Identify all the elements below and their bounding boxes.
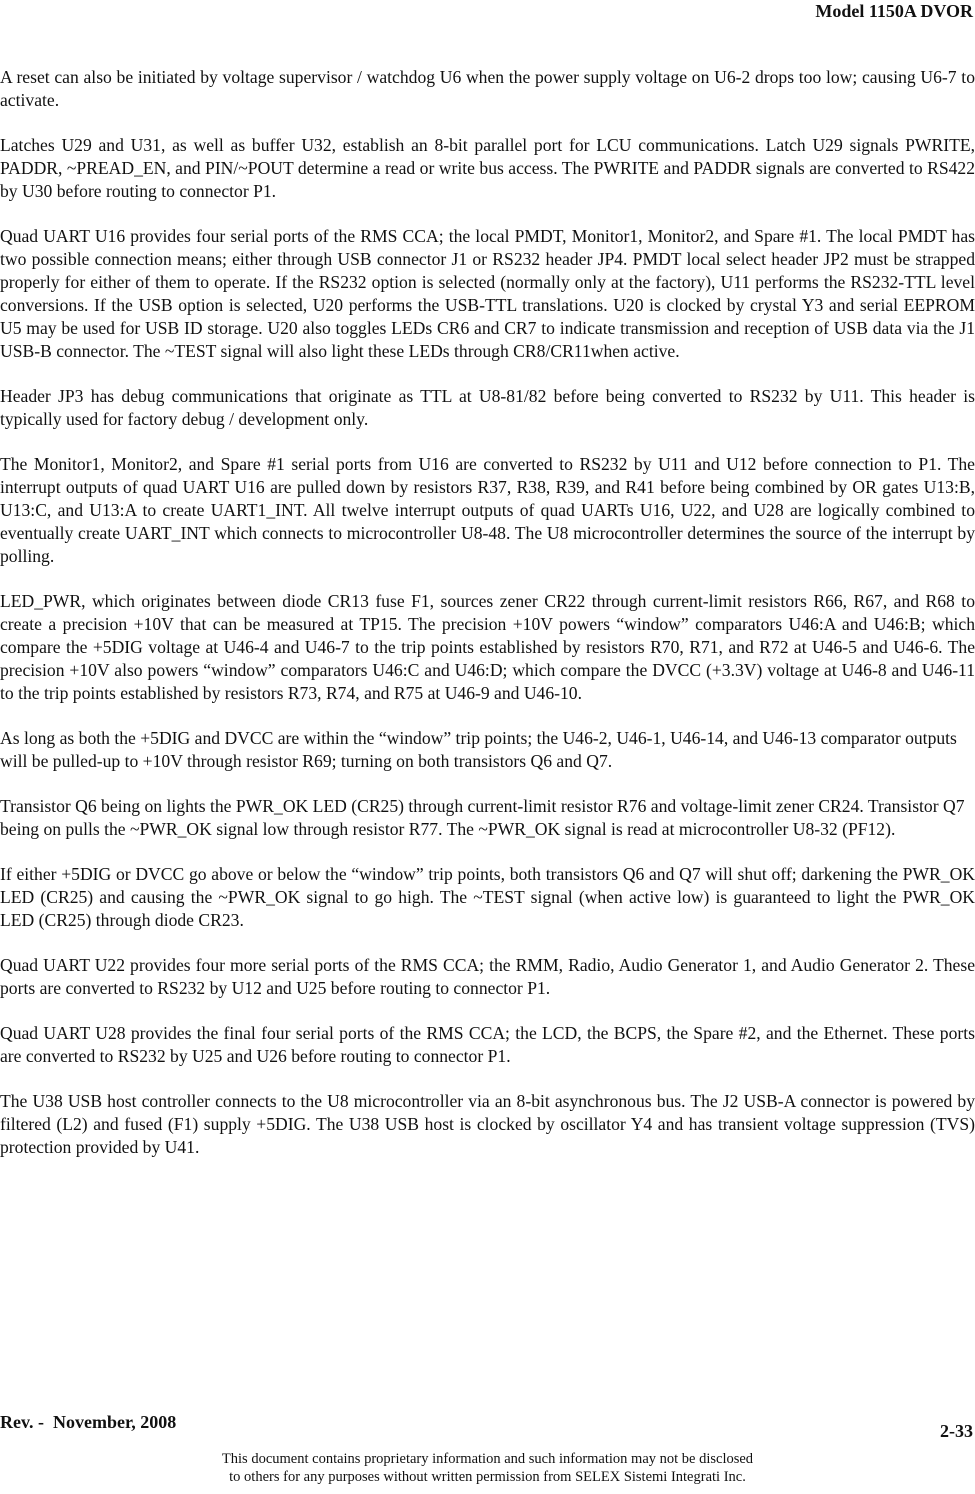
paragraph-quad-uart-u22: Quad UART U22 provides four more serial ports of the RMS CCA; the RMM, Radio, Audio Generator 1, and Audio Generator 2. These ports are converted to RS232 by U12 and U25 before routing to connector P1. bbox=[0, 955, 975, 998]
body-text bbox=[0, 66, 975, 1181]
paragraph-monitor-ports: The Monitor1, Monitor2, and Spare #1 serial ports from U16 are converted to RS232 by U11 and U12 before connection to P1. The interrupt outputs of quad UART U16 are pulled down by resistors R37, R38, R39, and R41 before being combined by OR gates U13:B, U13:C, and U13:A to create UART1_INT. All twelve interrupt outputs of quad UARTs U16, U22, and U28 are logically combined to eventually create UART_INT which connects to microcontroller U8-48. The U8 microcontroller determines the source of the interrupt by polling. bbox=[0, 454, 975, 566]
footer-revision: Rev. - November, 2008 bbox=[0, 1412, 177, 1432]
page-number: 2-33 bbox=[940, 1421, 973, 1441]
paragraph-led-pwr: LED_PWR, which originates between diode CR13 fuse F1, sources zener CR22 through current-limit resistors R66, R67, and R68 to create a precision +10V that can be measured at TP15. The precision +10V powers “window” comparators U46:A and U46:B; which compare the +5DIG voltage at U46-4 and U46-7 to the trip points established by resistors R70, R71, and R72 at U46-5 and U46-6. The precision +10V also powers “window” comparators U46:C and U46:D; which compare the DVCC (+3.3V) voltage at U46-8 and U46-11 to the trip points established by resistors R73, R74, and R75 at U46-9 and U46-10. bbox=[0, 591, 975, 703]
document-header-title: Model 1150A DVOR bbox=[815, 1, 973, 21]
paragraph-reset: A reset can also be initiated by voltage supervisor / watchdog U6 when the power supply voltage on U6-2 drops too low; causing U6-7 to activate. bbox=[0, 67, 975, 110]
paragraph-usb-host: The U38 USB host controller connects to the U8 microcontroller via an 8-bit asynchronous bus. The J2 USB-A connector is powered by filtered (L2) and fused (F1) supply +5DIG. The U38 USB host is clocked by oscillator Y4 and has transient voltage suppression (TVS) protection provided by U41. bbox=[0, 1091, 975, 1157]
paragraph-quad-uart-u28: Quad UART U28 provides the final four serial ports of the RMS CCA; the LCD, the BCPS, the Spare #2, and the Ethernet. These ports are converted to RS232 by U25 and U26 before routing to connector P1. bbox=[0, 1023, 975, 1066]
paragraph-shut-off: If either +5DIG or DVCC go above or below the “window” trip points, both transistors Q6 and Q7 will shut off; darkening the PWR_OK LED (CR25) and causing the ~PWR_OK signal to go high. The ~TEST signal (when active low) is guaranteed to light the PWR_OK LED (CR25) through diode CR23. bbox=[0, 864, 975, 930]
proprietary-notice bbox=[0, 1450, 975, 1486]
paragraph-window-trip-points: As long as both the +5DIG and DVCC are within the “window” trip points; the U46-2, U46-1, U46-14, and U46-13 comparator outputs will be pulled-up to +10V through resistor R69; turning on both transistors Q6 and Q7. bbox=[0, 728, 957, 771]
paragraph-latches: Latches U29 and U31, as well as buffer U32, establish an 8-bit parallel port for LCU communications. Latch U29 signals PWRITE, PADDR, ~PREAD_EN, and PIN/~POUT determine a read or write bus access. The PWRITE and PADDR signals are converted to RS422 by U30 before routing to connector P1. bbox=[0, 135, 975, 201]
paragraph-transistor-q6: Transistor Q6 being on lights the PWR_OK LED (CR25) through current-limit resistor R76 and voltage-limit zener CR24. Transistor Q7 being on pulls the ~PWR_OK signal low through resistor R77. The ~PWR_OK signal is read at microcontroller U8-32 (PF12). bbox=[0, 796, 965, 839]
notice-line-1: This document contains proprietary information and such information may not be disclosed bbox=[221, 1451, 754, 1467]
notice-line-2: to others for any purposes without written permission from SELEX Sistemi Integrati Inc. bbox=[229, 1469, 746, 1485]
paragraph-quad-uart-u16: Quad UART U16 provides four serial ports of the RMS CCA; the local PMDT, Monitor1, Monitor2, and Spare #1. The local PMDT has two possible connection means; either through USB connector J1 or RS232 header JP4. PMDT local select header JP2 must be strapped properly for either of them to operate. If the RS232 option is selected (normally only at the factory), U11 performs the RS232-TTL level conversions. If the USB option is selected, U20 performs the USB-TTL translations. U20 is clocked by crystal Y3 and serial EEPROM U5 may be used for USB ID storage. U20 also toggles LEDs CR6 and CR7 to indicate transmission and reception of USB data via the J1 USB-B connector. The ~TEST signal will also light these LEDs through CR8/CR11when active. bbox=[0, 226, 975, 361]
paragraph-header-jp3: Header JP3 has debug communications that originate as TTL at U8-81/82 before being converted to RS232 by U11. This header is typically used for factory debug / development only. bbox=[0, 386, 975, 429]
